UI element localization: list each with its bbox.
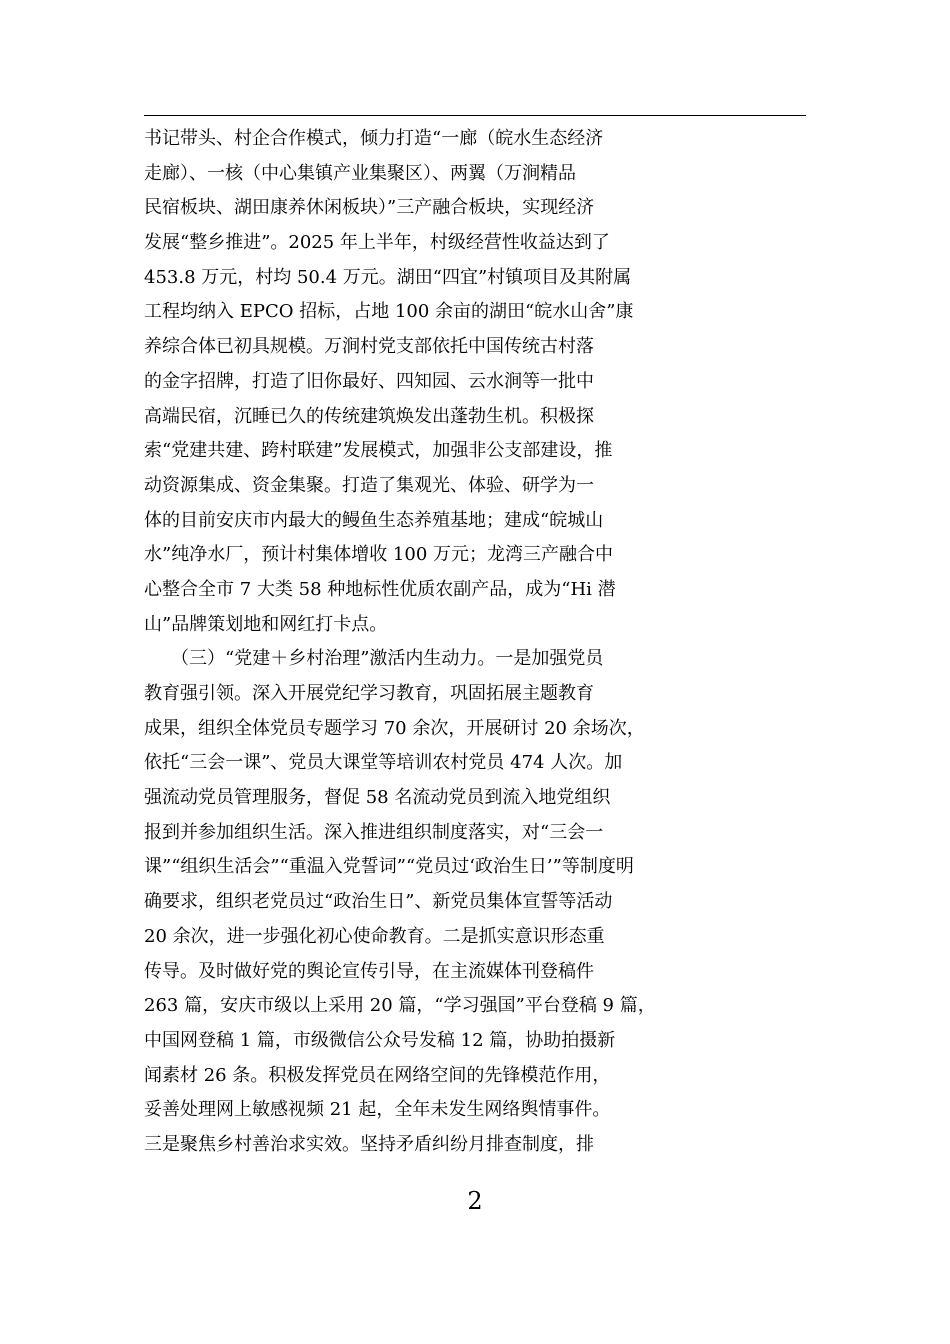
text-line: （三）“党建＋乡村治理”激活内生动力。一是加强党员 <box>144 648 604 670</box>
page-number: 2 <box>467 1187 483 1215</box>
text-line: 453.8 万元，村均 50.4 万元。湖田“四宜”村镇项目及其附属 <box>144 266 632 288</box>
text-line: 走廊）、一核（中心集镇产业集聚区）、两翼（万涧精品 <box>144 162 576 184</box>
text-line: 书记带头、村企合作模式，倾力打造“一廊（皖水生态经济 <box>144 128 604 149</box>
text-line: 索“党建共建、跨村联建”发展模式，加强非公支部建设，推 <box>144 440 613 462</box>
text-line: 动资源集成、资金集聚。打造了集观光、体验、研学为一 <box>144 474 594 496</box>
text-line: 高端民宿，沉睡已久的传统建筑焕发出蓬勃生机。积极探 <box>144 405 594 427</box>
text-line: 水”纯净水厂，预计村集体增收 100 万元；龙湾三产融合中 <box>144 544 613 566</box>
text-line: 263 篇，安庆市级以上采用 20 篇，“学习强国”平台登稿 9 篇， <box>144 995 656 1017</box>
text-line: 报到并参加组织生活。深入推进组织制度落实，对“三会一 <box>144 821 604 843</box>
text-line: 传导。及时做好党的舆论宣传引导，在主流媒体刊登稿件 <box>144 960 594 982</box>
header-rule <box>144 115 806 116</box>
text-line: 课”“组织生活会”“重温入党誓词”“党员过‘政治生日’”等制度明 <box>144 856 634 878</box>
text-line: 体的目前安庆市内最大的鳗鱼生态养殖基地；建成“皖城山 <box>144 509 604 531</box>
body-text <box>144 122 844 1163</box>
text-line: 工程均纳入 EPCO 招标，占地 100 余亩的湖田“皖水山舍”康 <box>144 301 634 323</box>
text-line: 20 余次，进一步强化初心使命教育。二是抓实意识形态重 <box>144 925 605 947</box>
text-line: 的金字招牌，打造了旧你最好、四知园、云水涧等一批中 <box>144 370 594 392</box>
text-line: 确要求，组织老党员过“政治生日”、新党员集体宣誓等活动 <box>144 891 613 913</box>
text-line: 三是聚焦乡村善治求实效。坚持矛盾纠纷月排查制度，排 <box>144 1133 594 1155</box>
text-line: 心整合全市 7 大类 58 种地标性优质农副产品，成为“Hi 潜 <box>144 578 616 600</box>
text-line: 成果，组织全体党员专题学习 70 余次，开展研讨 20 余场次， <box>144 717 645 739</box>
text-line: 依托“三会一课”、党员大课堂等培训农村党员 474 人次。加 <box>144 752 623 774</box>
text-line: 发展“整乡推进”。2025 年上半年，村级经营性收益达到了 <box>144 232 610 254</box>
text-line: 中国网登稿 1 篇，市级微信公众号发稿 12 篇，协助拍摄新 <box>144 1029 616 1051</box>
text-line: 教育强引领。深入开展党纪学习教育，巩固拓展主题教育 <box>144 683 594 704</box>
text-line: 养综合体已初具规模。万涧村党支部依托中国传统古村落 <box>144 336 594 358</box>
text-line: 强流动党员管理服务，督促 58 名流动党员到流入地党组织 <box>144 787 611 809</box>
text-line: 闻素材 26 条。积极发挥党员在网络空间的先锋模范作用， <box>144 1064 611 1086</box>
text-line: 妥善处理网上敏感视频 21 起，全年未发生网络舆情事件。 <box>144 1099 611 1121</box>
text-line: 山”品牌策划地和网红打卡点。 <box>144 613 388 635</box>
text-line: 民宿板块、湖田康养休闲板块）”三产融合板块，实现经济 <box>144 197 595 219</box>
